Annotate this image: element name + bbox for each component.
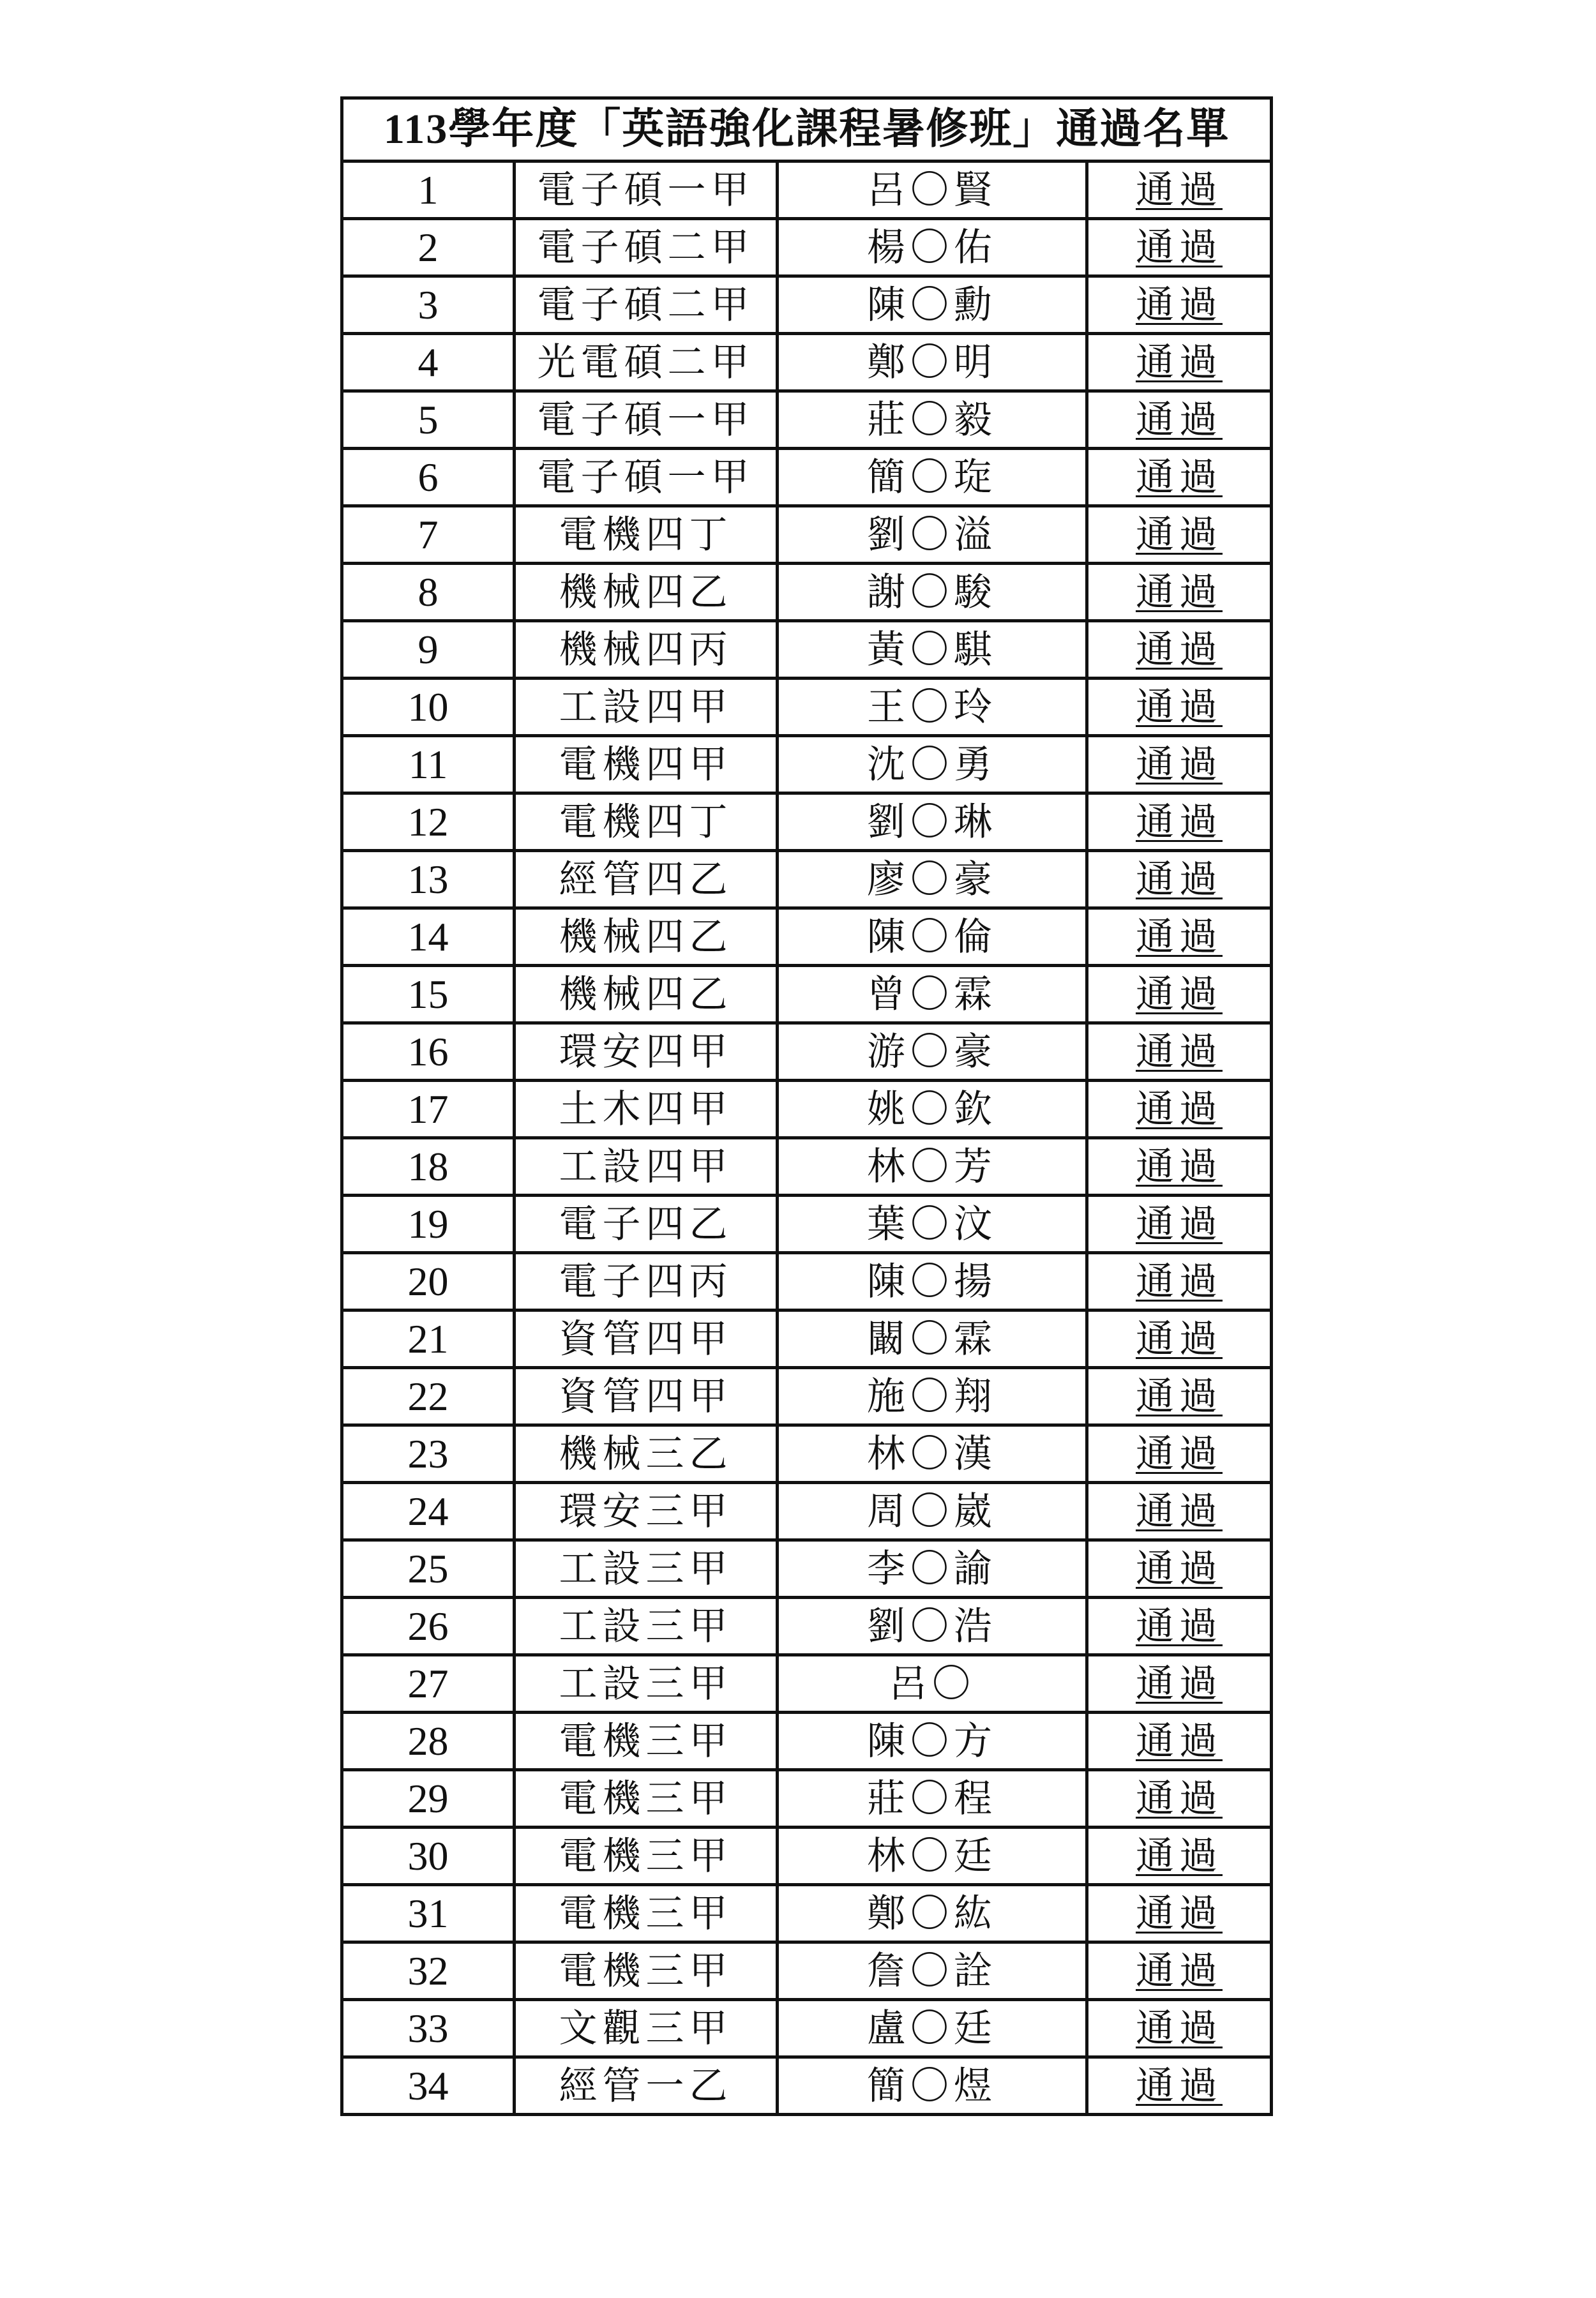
result-text: 通過 [1136, 340, 1223, 385]
row-number: 3 [342, 276, 515, 334]
row-result [1087, 161, 1272, 219]
row-student-name: 陳〇勳 [778, 276, 1087, 334]
table-row [342, 1081, 1272, 1138]
roster-sheet [340, 96, 1270, 2116]
row-student-name: 陳〇方 [778, 1713, 1087, 1770]
row-result [1087, 1942, 1272, 2000]
row-number: 6 [342, 449, 515, 506]
table-row [342, 1310, 1272, 1368]
pass-list-body [342, 98, 1272, 2115]
row-number: 10 [342, 679, 515, 736]
row-number: 28 [342, 1713, 515, 1770]
result-text: 通過 [1136, 684, 1223, 730]
row-student-name: 廖〇豪 [778, 851, 1087, 908]
row-student-name: 劉〇溢 [778, 506, 1087, 564]
row-number: 32 [342, 1942, 515, 2000]
row-class: 工設四甲 [515, 679, 778, 736]
row-result [1087, 966, 1272, 1023]
table-row [342, 908, 1272, 966]
row-result [1087, 564, 1272, 621]
result-text: 通過 [1136, 282, 1223, 327]
row-number: 2 [342, 219, 515, 276]
row-result [1087, 1138, 1272, 1196]
result-text: 通過 [1136, 1316, 1223, 1362]
row-class: 資管四甲 [515, 1310, 778, 1368]
row-number: 14 [342, 908, 515, 966]
row-result [1087, 276, 1272, 334]
row-result [1087, 1828, 1272, 1885]
result-text: 通過 [1136, 1086, 1223, 1132]
row-number: 29 [342, 1770, 515, 1828]
result-text: 通過 [1136, 1776, 1223, 1821]
row-number: 12 [342, 793, 515, 851]
row-result [1087, 506, 1272, 564]
row-class: 機械四乙 [515, 908, 778, 966]
title-row [342, 98, 1272, 161]
row-class: 機械四乙 [515, 966, 778, 1023]
row-student-name: 施〇翔 [778, 1368, 1087, 1425]
row-number: 20 [342, 1253, 515, 1310]
row-number: 33 [342, 2000, 515, 2057]
table-row [342, 736, 1272, 793]
row-student-name: 盧〇廷 [778, 2000, 1087, 2057]
row-number: 25 [342, 1540, 515, 1598]
row-student-name: 謝〇駿 [778, 564, 1087, 621]
table-row [342, 966, 1272, 1023]
table-row [342, 1023, 1272, 1081]
row-result [1087, 1253, 1272, 1310]
result-text: 通過 [1136, 1661, 1223, 1706]
row-class: 電機三甲 [515, 1770, 778, 1828]
table-row [342, 679, 1272, 736]
table-row [342, 334, 1272, 391]
row-result [1087, 679, 1272, 736]
table-row [342, 1713, 1272, 1770]
row-result [1087, 1540, 1272, 1598]
row-number: 34 [342, 2057, 515, 2115]
row-result [1087, 1081, 1272, 1138]
table-row [342, 276, 1272, 334]
row-class: 電機三甲 [515, 1885, 778, 1942]
table-row [342, 1138, 1272, 1196]
result-text: 通過 [1136, 742, 1223, 787]
row-class: 工設三甲 [515, 1540, 778, 1598]
row-student-name: 周〇崴 [778, 1483, 1087, 1540]
row-class: 環安三甲 [515, 1483, 778, 1540]
row-number: 8 [342, 564, 515, 621]
table-row [342, 621, 1272, 679]
row-class: 電子四丙 [515, 1253, 778, 1310]
row-class: 電機三甲 [515, 1942, 778, 2000]
result-text: 通過 [1136, 914, 1223, 959]
row-class: 資管四甲 [515, 1368, 778, 1425]
row-student-name: 李〇諭 [778, 1540, 1087, 1598]
table-row [342, 506, 1272, 564]
row-result [1087, 391, 1272, 449]
row-class: 電機四甲 [515, 736, 778, 793]
row-student-name: 楊〇佑 [778, 219, 1087, 276]
row-student-name: 闞〇霖 [778, 1310, 1087, 1368]
result-text: 通過 [1136, 1948, 1223, 1994]
row-student-name: 簡〇煜 [778, 2057, 1087, 2115]
row-class: 電子四乙 [515, 1196, 778, 1253]
table-row [342, 1655, 1272, 1713]
table-row [342, 1828, 1272, 1885]
row-student-name: 劉〇浩 [778, 1598, 1087, 1655]
row-class: 土木四甲 [515, 1081, 778, 1138]
result-text: 通過 [1136, 1144, 1223, 1189]
row-student-name: 游〇豪 [778, 1023, 1087, 1081]
row-student-name: 曾〇霖 [778, 966, 1087, 1023]
table-row [342, 449, 1272, 506]
result-text: 通過 [1136, 454, 1223, 500]
row-result [1087, 1368, 1272, 1425]
result-text: 通過 [1136, 1431, 1223, 1476]
row-result [1087, 908, 1272, 966]
row-number: 15 [342, 966, 515, 1023]
row-number: 1 [342, 161, 515, 219]
row-result [1087, 1770, 1272, 1828]
row-student-name: 葉〇汶 [778, 1196, 1087, 1253]
table-row [342, 1368, 1272, 1425]
row-result [1087, 449, 1272, 506]
row-number: 11 [342, 736, 515, 793]
result-text: 通過 [1136, 225, 1223, 270]
row-class: 電子碩二甲 [515, 276, 778, 334]
row-class: 電子碩二甲 [515, 219, 778, 276]
row-number: 23 [342, 1425, 515, 1483]
table-row [342, 1483, 1272, 1540]
table-row [342, 1942, 1272, 2000]
table-row [342, 564, 1272, 621]
table-row [342, 2057, 1272, 2115]
row-class: 文觀三甲 [515, 2000, 778, 2057]
row-result [1087, 1310, 1272, 1368]
result-text: 通過 [1136, 799, 1223, 845]
row-result [1087, 1885, 1272, 1942]
row-result [1087, 2000, 1272, 2057]
row-result [1087, 736, 1272, 793]
row-result [1087, 1196, 1272, 1253]
row-result [1087, 1483, 1272, 1540]
result-text: 通過 [1136, 627, 1223, 672]
row-class: 機械三乙 [515, 1425, 778, 1483]
row-class: 電機四丁 [515, 506, 778, 564]
result-text: 通過 [1136, 1489, 1223, 1534]
row-number: 30 [342, 1828, 515, 1885]
row-number: 5 [342, 391, 515, 449]
row-result [1087, 1713, 1272, 1770]
table-row [342, 793, 1272, 851]
row-result [1087, 621, 1272, 679]
result-text: 通過 [1136, 1374, 1223, 1419]
row-number: 31 [342, 1885, 515, 1942]
row-class: 電子碩一甲 [515, 449, 778, 506]
row-number: 13 [342, 851, 515, 908]
table-row [342, 219, 1272, 276]
row-student-name: 劉〇琳 [778, 793, 1087, 851]
result-text: 通過 [1136, 167, 1223, 213]
table-row [342, 161, 1272, 219]
row-class: 電機三甲 [515, 1713, 778, 1770]
row-class: 機械四乙 [515, 564, 778, 621]
result-text: 通過 [1136, 1201, 1223, 1247]
row-number: 16 [342, 1023, 515, 1081]
row-number: 17 [342, 1081, 515, 1138]
row-result [1087, 851, 1272, 908]
row-number: 19 [342, 1196, 515, 1253]
row-result [1087, 793, 1272, 851]
document-title: 113學年度「英語強化課程暑修班」通過名單 [342, 98, 1272, 161]
row-class: 電子碩一甲 [515, 161, 778, 219]
row-student-name: 簡〇琁 [778, 449, 1087, 506]
table-row [342, 1540, 1272, 1598]
row-number: 9 [342, 621, 515, 679]
table-row [342, 1598, 1272, 1655]
result-text: 通過 [1136, 512, 1223, 557]
row-number: 4 [342, 334, 515, 391]
row-number: 7 [342, 506, 515, 564]
row-student-name: 黃〇騏 [778, 621, 1087, 679]
row-student-name: 陳〇揚 [778, 1253, 1087, 1310]
row-class: 工設三甲 [515, 1598, 778, 1655]
row-student-name: 呂〇賢 [778, 161, 1087, 219]
row-class: 經管一乙 [515, 2057, 778, 2115]
row-result [1087, 334, 1272, 391]
row-student-name: 林〇芳 [778, 1138, 1087, 1196]
row-number: 24 [342, 1483, 515, 1540]
row-number: 22 [342, 1368, 515, 1425]
result-text: 通過 [1136, 1546, 1223, 1591]
table-row [342, 2000, 1272, 2057]
table-row [342, 1253, 1272, 1310]
result-text: 通過 [1136, 972, 1223, 1017]
row-class: 環安四甲 [515, 1023, 778, 1081]
result-text: 通過 [1136, 397, 1223, 442]
pass-list-table [340, 96, 1273, 2116]
result-text: 通過 [1136, 857, 1223, 902]
row-student-name: 詹〇詮 [778, 1942, 1087, 2000]
row-result [1087, 1655, 1272, 1713]
row-number: 21 [342, 1310, 515, 1368]
row-class: 電子碩一甲 [515, 391, 778, 449]
result-text: 通過 [1136, 1833, 1223, 1879]
row-class: 工設三甲 [515, 1655, 778, 1713]
row-student-name: 莊〇程 [778, 1770, 1087, 1828]
row-class: 電機四丁 [515, 793, 778, 851]
row-number: 18 [342, 1138, 515, 1196]
row-student-name: 林〇漢 [778, 1425, 1087, 1483]
row-student-name: 王〇玲 [778, 679, 1087, 736]
row-student-name: 鄭〇紘 [778, 1885, 1087, 1942]
result-text: 通過 [1136, 569, 1223, 615]
table-row [342, 1770, 1272, 1828]
row-student-name: 姚〇欽 [778, 1081, 1087, 1138]
row-student-name: 莊〇毅 [778, 391, 1087, 449]
row-class: 工設四甲 [515, 1138, 778, 1196]
row-number: 27 [342, 1655, 515, 1713]
row-student-name: 沈〇勇 [778, 736, 1087, 793]
result-text: 通過 [1136, 1891, 1223, 1936]
row-student-name: 陳〇倫 [778, 908, 1087, 966]
row-result [1087, 219, 1272, 276]
result-text: 通過 [1136, 1029, 1223, 1074]
table-row [342, 1885, 1272, 1942]
result-text: 通過 [1136, 2006, 1223, 2051]
row-result [1087, 1598, 1272, 1655]
row-class: 電機三甲 [515, 1828, 778, 1885]
row-student-name: 鄭〇明 [778, 334, 1087, 391]
row-result [1087, 2057, 1272, 2115]
row-student-name: 林〇廷 [778, 1828, 1087, 1885]
row-class: 光電碩二甲 [515, 334, 778, 391]
row-class: 機械四丙 [515, 621, 778, 679]
row-number: 26 [342, 1598, 515, 1655]
result-text: 通過 [1136, 1718, 1223, 1764]
table-row [342, 851, 1272, 908]
table-row [342, 391, 1272, 449]
row-result [1087, 1023, 1272, 1081]
table-row [342, 1196, 1272, 1253]
result-text: 通過 [1136, 1603, 1223, 1649]
row-student-name: 呂〇 [778, 1655, 1087, 1713]
result-text: 通過 [1136, 1259, 1223, 1304]
row-class: 經管四乙 [515, 851, 778, 908]
row-result [1087, 1425, 1272, 1483]
result-text: 通過 [1136, 2063, 1223, 2108]
table-row [342, 1425, 1272, 1483]
